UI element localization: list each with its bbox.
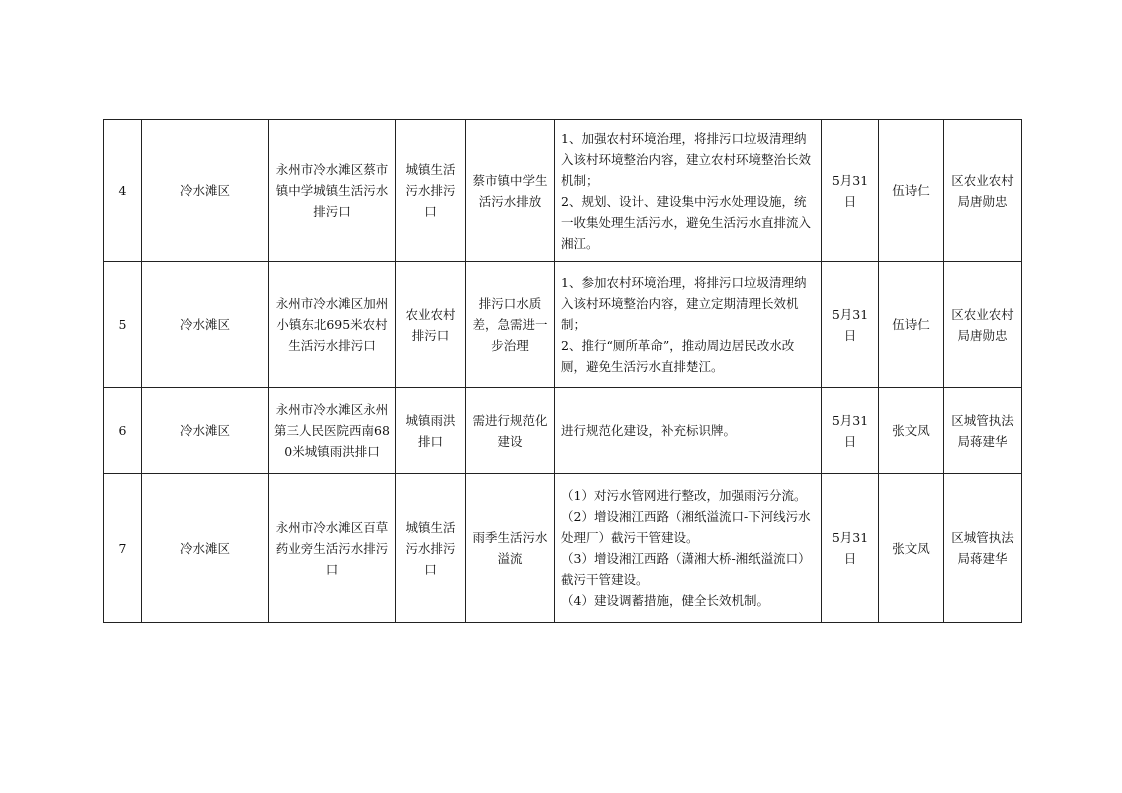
person-cell: 张文凤 bbox=[879, 388, 944, 474]
row-number: 5 bbox=[104, 262, 142, 388]
table-row bbox=[104, 262, 1022, 388]
outlet-type-cell: 城镇生活污水排污口 bbox=[396, 474, 466, 623]
district-cell: 冷水滩区 bbox=[142, 120, 269, 262]
district-cell: 冷水滩区 bbox=[142, 474, 269, 623]
table-row bbox=[104, 120, 1022, 262]
measure-line: （2）增设湘江西路（湘纸溢流口-下河线污水处理厂）截污干管建设。 bbox=[561, 509, 811, 545]
measures-cell bbox=[555, 474, 822, 623]
person-cell: 张文凤 bbox=[879, 474, 944, 623]
measures-cell bbox=[555, 262, 822, 388]
measure-line: （3）增设湘江西路（潇湘大桥-湘纸溢流口）截污干管建设。 bbox=[561, 551, 811, 587]
deadline-cell: 5月31日 bbox=[822, 474, 879, 623]
table-row bbox=[104, 388, 1022, 474]
department-cell: 区城管执法局蒋建华 bbox=[944, 474, 1022, 623]
measures-cell bbox=[555, 388, 822, 474]
outlet-type-cell: 城镇雨洪排口 bbox=[396, 388, 466, 474]
outlet-type-cell: 农业农村排污口 bbox=[396, 262, 466, 388]
department-cell: 区农业农村局唐勋忠 bbox=[944, 262, 1022, 388]
row-number: 6 bbox=[104, 388, 142, 474]
outlet-type-cell: 城镇生活污水排污口 bbox=[396, 120, 466, 262]
measure-line: 2、规划、设计、建设集中污水处理设施，统一收集处理生活污水，避免生活污水直排流入湘江。 bbox=[561, 193, 812, 251]
problem-cell: 雨季生活污水溢流 bbox=[466, 474, 555, 623]
measure-line: （4）建设调蓄措施，健全长效机制。 bbox=[561, 593, 769, 608]
measures-cell bbox=[555, 120, 822, 262]
row-number: 7 bbox=[104, 474, 142, 623]
measure-line: 2、推行“厕所革命”，推动周边居民改水改厕，避免生活污水直排楚江。 bbox=[561, 338, 795, 374]
deadline-cell: 5月31日 bbox=[822, 262, 879, 388]
measure-line: 1、参加农村环境治理，将排污口垃圾清理纳入该村环境整治内容，建立定期清理长效机制； bbox=[561, 275, 807, 332]
department-cell: 区农业农村局唐勋忠 bbox=[944, 120, 1022, 262]
deadline-cell: 5月31日 bbox=[822, 120, 879, 262]
measure-line: （1）对污水管网进行整改，加强雨污分流。 bbox=[561, 488, 807, 503]
district-cell: 冷水滩区 bbox=[142, 262, 269, 388]
problem-cell: 排污口水质差，急需进一步治理 bbox=[466, 262, 555, 388]
person-cell: 伍诗仁 bbox=[879, 262, 944, 388]
measure-line: 1、加强农村环境治理，将排污口垃圾清理纳入该村环境整治内容，建立农村环境整治长效机制； bbox=[561, 130, 812, 188]
location-cell: 永州市冷水滩区蔡市镇中学城镇生活污水排污口 bbox=[269, 120, 396, 262]
rectification-table bbox=[103, 119, 1022, 623]
person-cell: 伍诗仁 bbox=[879, 120, 944, 262]
row-number: 4 bbox=[104, 120, 142, 262]
problem-cell: 蔡市镇中学生活污水排放 bbox=[466, 120, 555, 262]
district-cell: 冷水滩区 bbox=[142, 388, 269, 474]
location-cell: 永州市冷水滩区百草药业旁生活污水排污口 bbox=[269, 474, 396, 623]
table-row bbox=[104, 474, 1022, 623]
problem-cell: 需进行规范化建设 bbox=[466, 388, 555, 474]
location-cell: 永州市冷水滩区加州小镇东北695米农村生活污水排污口 bbox=[269, 262, 396, 388]
measure-line: 进行规范化建设，补充标识牌。 bbox=[561, 423, 737, 438]
location-cell: 永州市冷水滩区永州第三人民医院西南680米城镇雨洪排口 bbox=[269, 388, 396, 474]
department-cell: 区城管执法局蒋建华 bbox=[944, 388, 1022, 474]
deadline-cell: 5月31日 bbox=[822, 388, 879, 474]
